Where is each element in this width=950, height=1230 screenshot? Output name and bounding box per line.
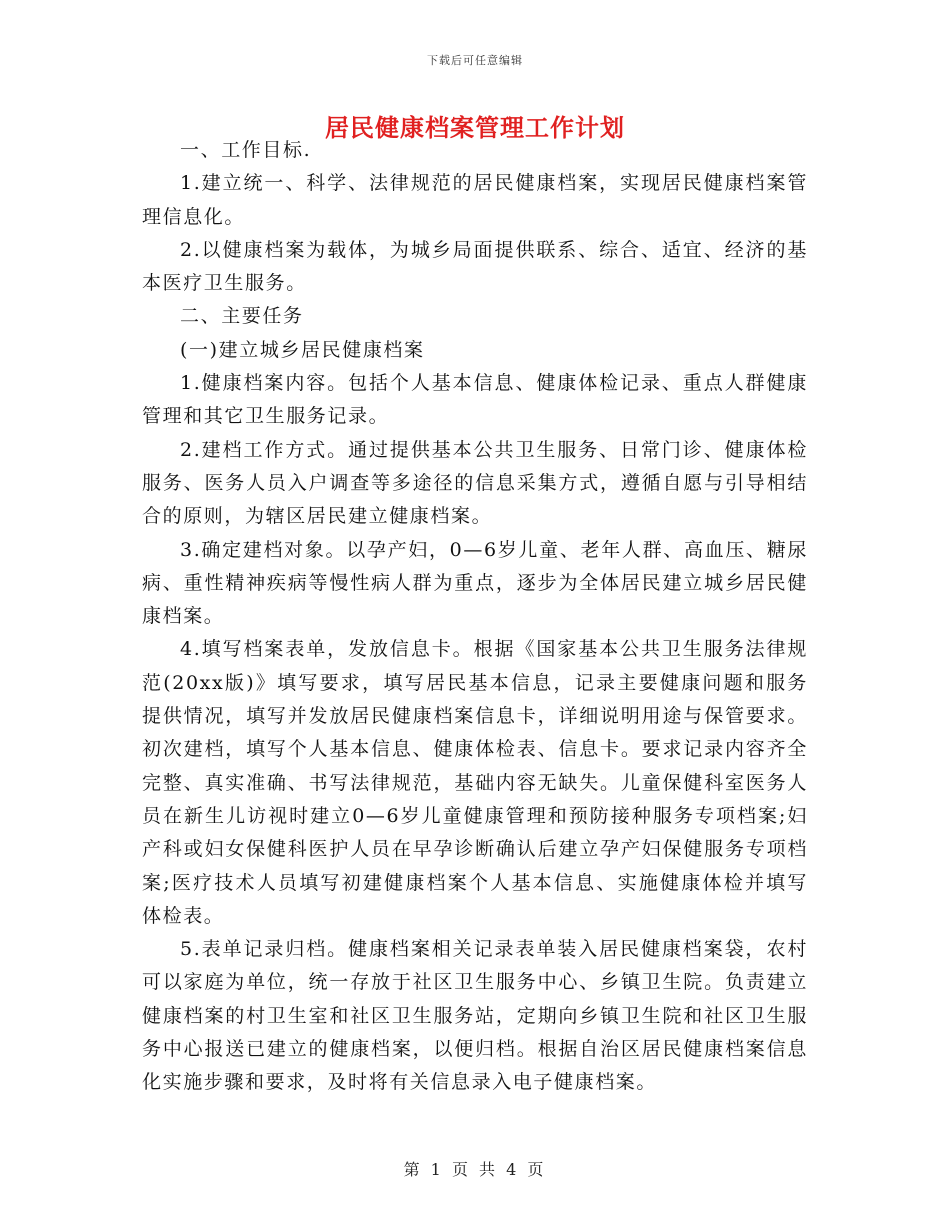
- paragraph: 3.确定建档对象。以孕产妇，0—6岁儿童、老年人群、高血压、糖尿病、重性精神疾病等慢性病人群为重点，逐步为全体居民建立城乡居民健康档案。: [142, 538, 808, 628]
- page-header: 下载后可任意编辑: [427, 54, 523, 67]
- section-heading-tasks: 二、主要任务: [180, 305, 304, 328]
- section-heading-goals: 一、工作目标.: [180, 139, 312, 161]
- paragraph: 4.填写档案表单，发放信息卡。根据《国家基本公共卫生服务法律规范(20xx版)》填写要求，填写居民基本信息，记录主要健康问题和服务提供情况，填写并发放居民健康档案信息卡，详细说明用途与保管要求。初次建档，填写个人基本信息、健康体检表、信息卡。要求记录内容齐全完整、真实准确、书写法律规范，基础内容无缺失。儿童保健科室医务人员在新生儿访视时建立0—6岁儿童健康管理和预防接种服务专项档案;妇产科或妇女保健科医护人员在早孕诊断确认后建立孕产妇保健服务专项档案;医疗技术人员填写初建健康档案个人基本信息、实施健康体检并填写体检表。: [142, 638, 808, 927]
- paragraph: 5.表单记录归档。健康档案相关记录表单装入居民健康档案袋，农村可以家庭为单位，统一存放于社区卫生服务中心、乡镇卫生院。负责建立健康档案的村卫生室和社区卫生服务站，定期向乡镇卫生院和社区卫生服务中心报送已建立的健康档案，以便归档。根据自治区居民健康档案信息化实施步骤和要求，及时将有关信息录入电子健康档案。: [142, 938, 808, 1094]
- paragraph: 1.健康档案内容。包括个人基本信息、健康体检记录、重点人群健康管理和其它卫生服务记录。: [142, 372, 808, 428]
- document-body: [142, 134, 808, 1100]
- paragraph: 2.建档工作方式。通过提供基本公共卫生服务、日常门诊、健康体检服务、医务人员入户调查等多途径的信息采集方式，遵循自愿与引导相结合的原则，为辖区居民建立健康档案。: [142, 438, 808, 528]
- paragraph: 1.建立统一、科学、法律规范的居民健康档案，实现居民健康档案管理信息化。: [142, 172, 808, 228]
- document-title: 居民健康档案管理工作计划: [325, 113, 625, 142]
- paragraph: 2.以健康档案为载体，为城乡局面提供联系、综合、适宜、经济的基本医疗卫生服务。: [142, 238, 808, 295]
- subsection-heading: (一)建立城乡居民健康档案: [180, 338, 425, 361]
- page-number-footer: 第 1 页 共 4 页: [403, 1160, 547, 1179]
